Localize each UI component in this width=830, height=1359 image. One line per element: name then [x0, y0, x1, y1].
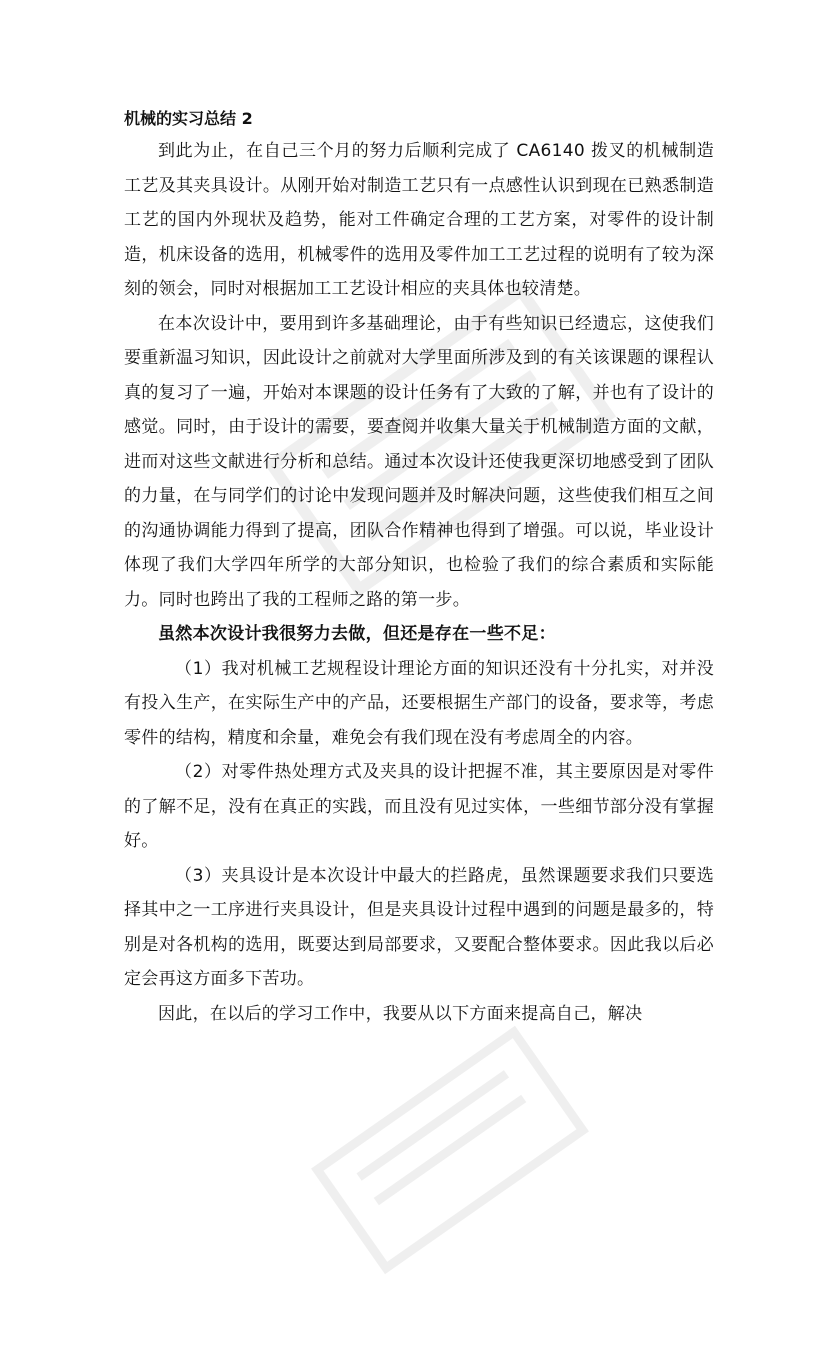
paragraph-intro: 到此为止，在自己三个月的努力后顺利完成了 CA6140 拨叉的机械制造工艺及其夹具设计。从刚开始对制造工艺只有一点感性认识到现在已熟悉制造工艺的国内外现状及趋势，能对工件确定合理的工艺方案，对零件的设计制造，机床设备的选用，机械零件的选用及零件加工工艺过程的说明有了较为深刻的领会，同时对根据加工工艺设计相应的夹具体也较清楚。 [124, 141, 714, 299]
paragraph-shortcoming-1: （1）我对机械工艺规程设计理论方面的知识还没有十分扎实，对并没有投入生产，在实际生产中的产品，还要根据生产部门的设备，要求等，考虑零件的结构，精度和余量，难免会有我们现在没有考虑周全的内容。 [124, 658, 714, 748]
document-body [124, 103, 714, 1031]
paragraph-shortcomings-heading: 虽然本次设计我很努力去做，但还是存在一些不足： [158, 624, 556, 644]
paragraph-shortcoming-3: （3）夹具设计是本次设计中最大的拦路虎，虽然课题要求我们只要选择其中之一工序进行夹具设计，但是夹具设计过程中遇到的问题是最多的，特别是对各机构的选用，既要达到局部要求，又要配合整体要求。因此我以后必定会再这方面多下苦功。 [124, 865, 714, 989]
paragraph-shortcoming-2: （2）对零件热处理方式及夹具的设计把握不准，其主要原因是对零件的了解不足，没有在真正的实践，而且没有见过实体，一些细节部分没有掌握好。 [124, 762, 714, 851]
document-title: 机械的实习总结 2 [124, 109, 253, 128]
paragraph-design: 在本次设计中，要用到许多基础理论，由于有些知识已经遗忘，这使我们要重新温习知识，因此设计之前就对大学里面所涉及到的有关该课题的课程认真的复习了一遍，开始对本课题的设计任务有了大致的了解，并也有了设计的感觉。同时，由于设计的需要，要查阅并收集大量关于机械制造方面的文献，进而对这些文献进行分析和总结。通过本次设计还使我更深切地感受到了团队的力量，在与同学们的讨论中发现问题并及时解决问题，这些使我们相互之间的沟通协调能力得到了提高，团队合作精神也得到了增强。可以说，毕业设计体现了我们大学四年所学的大部分知识，也检验了我们的综合素质和实际能力。同时也跨出了我的工程师之路的第一步。 [124, 313, 714, 610]
paragraph-conclusion: 因此，在以后的学习工作中，我要从以下方面来提高自己，解决 [158, 1003, 643, 1024]
